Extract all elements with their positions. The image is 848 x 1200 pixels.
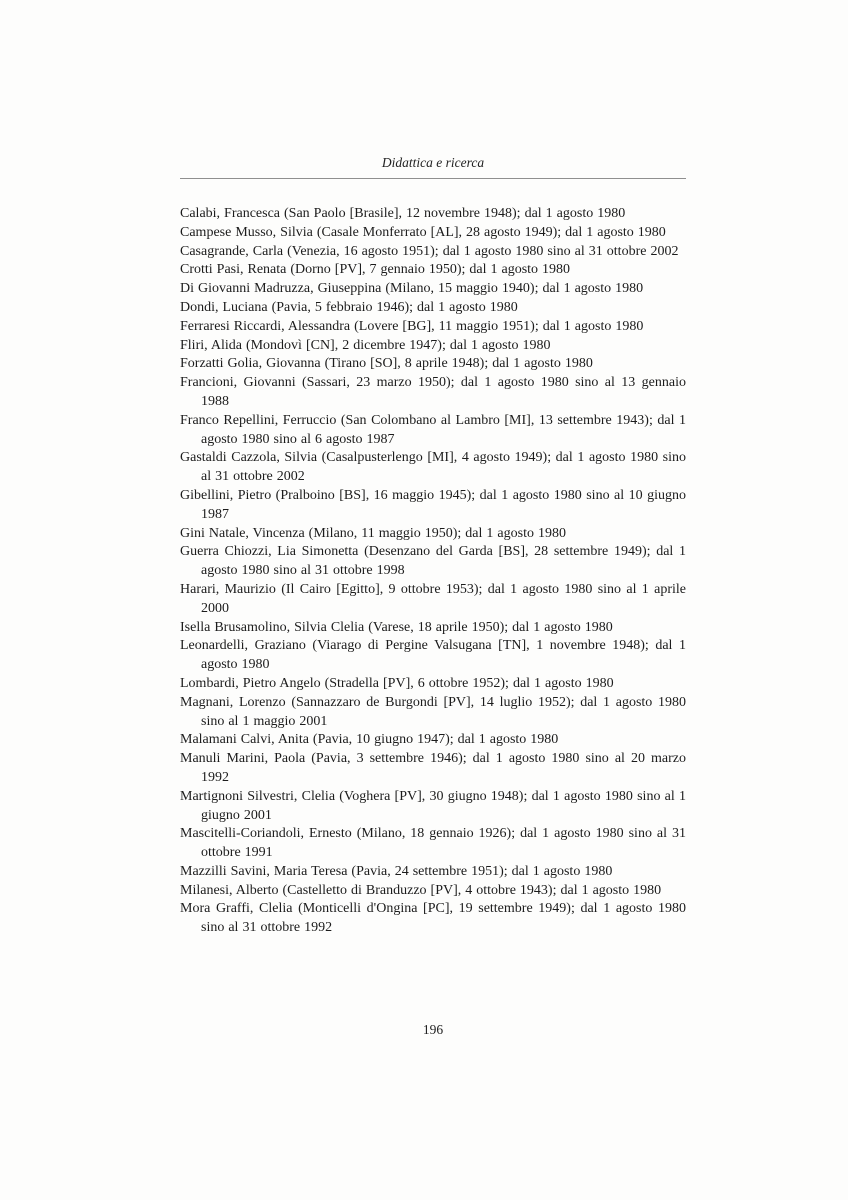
list-item: Di Giovanni Madruzza, Giuseppina (Milano, 15 maggio 1940); dal 1 agosto 1980: [180, 281, 644, 297]
list-item: Magnani, Lorenzo (Sannazzaro de Burgondi [PV], 14 luglio 1952); dal 1 agosto 1980 sino al 1 maggio 2001: [180, 694, 686, 729]
text-block: [180, 0, 686, 938]
list-item: Manuli Marini, Paola (Pavia, 3 settembre 1946); dal 1 agosto 1980 sino al 20 marzo 1992: [180, 751, 686, 785]
list-item: Guerra Chiozzi, Lia Simonetta (Desenzano del Garda [BS], 28 settembre 1949); dal 1 agosto 1980 sino al 31 ottobre 1998: [180, 544, 686, 579]
list-item: Martignoni Silvestri, Clelia (Voghera [PV], 30 giugno 1948); dal 1 agosto 1980 sino al 1 giugno 2001: [180, 788, 686, 823]
list-item: Mascitelli-Coriandoli, Ernesto (Milano, 18 gennaio 1926); dal 1 agosto 1980 sino al 31 ottobre 1991: [180, 826, 686, 861]
list-item: Campese Musso, Silvia (Casale Monferrato [AL], 28 agosto 1949); dal 1 agosto 1980: [180, 224, 666, 240]
list-item: Mora Graffi, Clelia (Monticelli d'Ongina [PC], 19 settembre 1949); dal 1 agosto 1980 sino al 31 ottobre 1992: [180, 901, 686, 936]
list-item: Dondi, Luciana (Pavia, 5 febbraio 1946); dal 1 agosto 1980: [180, 299, 518, 315]
list-item: Fliri, Alida (Mondovì [CN], 2 dicembre 1947); dal 1 agosto 1980: [180, 337, 551, 353]
list-item: Crotti Pasi, Renata (Dorno [PV], 7 gennaio 1950); dal 1 agosto 1980: [180, 262, 571, 278]
list-item: Leonardelli, Graziano (Viarago di Pergine Valsugana [TN], 1 novembre 1948); dal 1 agosto 1980: [180, 638, 686, 673]
list-item: Milanesi, Alberto (Castelletto di Branduzzo [PV], 4 ottobre 1943); dal 1 agosto 1980: [180, 882, 662, 898]
page-number: 196: [422, 1022, 444, 1037]
list-item: Gastaldi Cazzola, Silvia (Casalpusterlengo [MI], 4 agosto 1949); dal 1 agosto 1980 sino al 31 ottobre 2002: [180, 450, 686, 485]
list-item: Calabi, Francesca (San Paolo [Brasile], 12 novembre 1948); dal 1 agosto 1980: [180, 206, 626, 221]
list-item: Casagrande, Carla (Venezia, 16 agosto 1951); dal 1 agosto 1980 sino al 31 ottobre 2002: [180, 243, 679, 259]
list-item: Ferraresi Riccardi, Alessandra (Lovere [BG], 11 maggio 1951); dal 1 agosto 1980: [180, 318, 644, 334]
list-item: Gibellini, Pietro (Pralboino [BS], 16 maggio 1945); dal 1 agosto 1980 sino al 10 giugno 1987: [180, 487, 686, 522]
list-item: Gini Natale, Vincenza (Milano, 11 maggio 1950); dal 1 agosto 1980: [180, 525, 566, 541]
running-head: Didattica e ricerca: [381, 155, 485, 170]
list-item: Franco Repellini, Ferruccio (San Colombano al Lambro [MI], 13 settembre 1943); dal 1 agosto 1980 sino al 6 agosto 1987: [180, 412, 686, 447]
list-item: Mazzilli Savini, Maria Teresa (Pavia, 24 settembre 1951); dal 1 agosto 1980: [180, 863, 613, 879]
list-item: Isella Brusamolino, Silvia Clelia (Varese, 18 aprile 1950); dal 1 agosto 1980: [180, 619, 613, 635]
list-item: Francioni, Giovanni (Sassari, 23 marzo 1950); dal 1 agosto 1980 sino al 13 gennaio 1988: [180, 375, 686, 409]
entry-list: [180, 205, 686, 938]
list-item: Malamani Calvi, Anita (Pavia, 10 giugno 1947); dal 1 agosto 1980: [180, 732, 559, 748]
list-item: Lombardi, Pietro Angelo (Stradella [PV], 6 ottobre 1952); dal 1 agosto 1980: [180, 675, 614, 691]
list-item: Harari, Maurizio (Il Cairo [Egitto], 9 ottobre 1953); dal 1 agosto 1980 sino al 1 aprile 2000: [180, 581, 686, 616]
header-rule: [180, 178, 686, 179]
list-item: Forzatti Golia, Giovanna (Tirano [SO], 8 aprile 1948); dal 1 agosto 1980: [180, 356, 593, 372]
